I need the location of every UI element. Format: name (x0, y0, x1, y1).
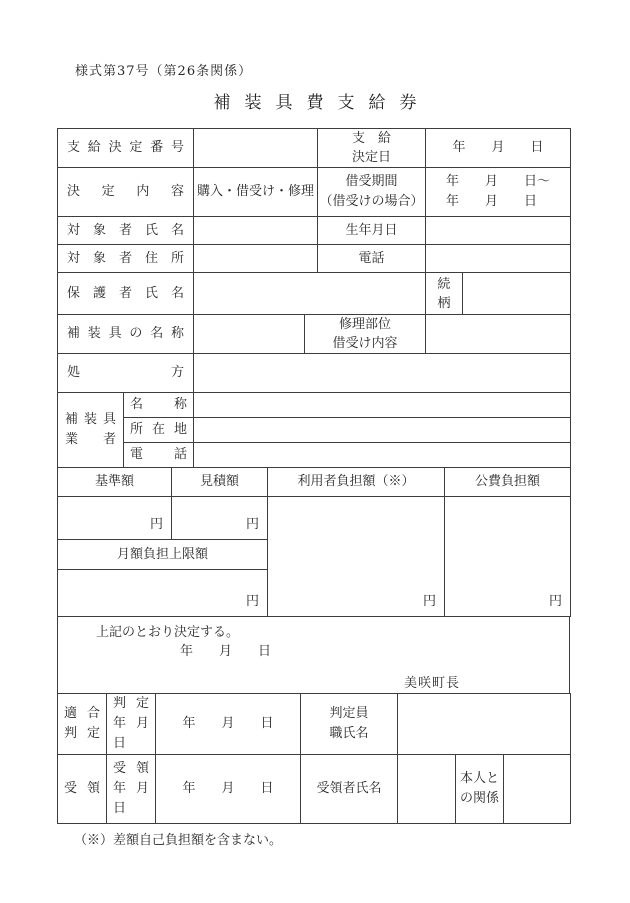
guardian-name-value-cell (194, 273, 426, 315)
vendor-label-line1: 補装具 (65, 412, 116, 427)
rental-period-value-line1: 年 月 日～ (446, 174, 551, 189)
public-burden-header: 公費負担額 (445, 468, 571, 497)
repair-part-label-line2: 借受け内容 (332, 336, 398, 351)
vendor-name-value-cell (194, 393, 571, 418)
decision-statement-box (57, 616, 570, 694)
receipt-date-value-cell: 年 月 日 (156, 755, 301, 824)
judge-name-value-cell (398, 694, 571, 755)
public-burden-value-cell: 円 (445, 497, 571, 617)
rental-period-value-lines (446, 172, 550, 212)
phone-label: 電話 (318, 245, 426, 273)
decision-date-label-line1: 支 給 (352, 131, 392, 146)
fit-judgement-label-line1: 適合 (64, 706, 100, 721)
rental-period-label-line2: （借受けの場合） (319, 194, 424, 209)
decision-signer: 美咲町長 (404, 676, 461, 691)
judge-name-label-line1: 判定員 (329, 706, 369, 721)
device-name-value-cell (194, 315, 305, 354)
vendor-address-value-cell (194, 418, 571, 443)
repair-part-label (305, 315, 426, 354)
prescription-value-cell (194, 354, 571, 393)
decision-content-value: 購入・借受け・修理 (194, 168, 318, 217)
receipt-label: 受領 (58, 755, 107, 824)
subject-name-label: 対象者氏名 (58, 217, 194, 245)
decision-statement-date: 年 月 日 (180, 644, 272, 659)
phone-value-cell (426, 245, 571, 273)
decision-number-label: 支給決定番号 (58, 129, 194, 168)
relationship-value-cell (463, 273, 571, 315)
rental-period-label (318, 168, 426, 217)
relationship-label-line2: 柄 (437, 295, 451, 311)
vendor-label (58, 393, 124, 468)
relationship-label-line1: 続 (437, 276, 451, 292)
estimate-value-cell: 円 (172, 497, 268, 540)
vendor-phone-label: 電話 (124, 443, 194, 468)
cost-table (57, 467, 571, 617)
judge-name-label (301, 694, 398, 755)
receiver-relation-label-line2: の関係 (459, 791, 499, 806)
decision-statement: 上記のとおり決定する。 (96, 625, 240, 640)
user-burden-value-cell: 円 (268, 497, 445, 617)
decision-date-label-line2: 決定日 (352, 150, 392, 165)
rental-period-value-cell (426, 168, 571, 217)
device-name-label: 補装具の名称 (58, 315, 194, 354)
subject-name-value-cell (194, 217, 318, 245)
receiver-relation-label-line1: 本人と (459, 771, 499, 786)
rental-period-value-line2: 年 月 日 (446, 194, 538, 209)
monthly-cap-value-cell: 円 (58, 570, 268, 617)
vendor-address-label: 所在地 (124, 418, 194, 443)
receiver-relation-value-cell (504, 755, 571, 824)
repair-part-label-line1: 修理部位 (339, 317, 392, 332)
monthly-cap-label: 月額負担上限額 (58, 540, 268, 570)
receiver-name-label: 受領者氏名 (301, 755, 398, 824)
fit-judgement-label (58, 694, 107, 755)
receiver-relation-label (456, 755, 504, 824)
vendor-name-label: 名称 (124, 393, 194, 418)
vendor-label-line2: 業者 (65, 432, 116, 447)
receipt-date-label-line1: 受領 (113, 761, 149, 776)
rental-period-label-line1: 借受期間 (345, 174, 398, 189)
decision-content-label: 決定内容 (58, 168, 194, 217)
form-body (57, 128, 570, 848)
relationship-label (426, 273, 463, 315)
user-burden-header: 利用者負担額（※） (268, 468, 445, 497)
base-amount-header: 基準額 (58, 468, 172, 497)
estimate-header: 見積額 (172, 468, 268, 497)
guardian-name-label: 保護者氏名 (58, 273, 194, 315)
decision-date-label (318, 129, 426, 168)
birth-date-label: 生年月日 (318, 217, 426, 245)
fit-date-label-line2: 年月日 (113, 716, 149, 751)
form-title: 補装具費支給券 (213, 93, 431, 113)
receipt-date-label-line2: 年月日 (113, 781, 149, 816)
judge-name-label-line2: 職氏名 (329, 726, 369, 741)
form-number: 様式第37号（第26条関係） (75, 64, 253, 79)
fit-date-label-line1: 判定 (113, 696, 149, 711)
judgement-table (57, 693, 571, 824)
fit-date-value-cell: 年 月 日 (156, 694, 301, 755)
fit-date-label (107, 694, 156, 755)
vendor-phone-value-cell (194, 443, 571, 468)
subject-address-label: 対象者住所 (58, 245, 194, 273)
info-table (57, 128, 571, 468)
prescription-label: 処方 (58, 354, 194, 393)
decision-number-value-cell (194, 129, 318, 168)
birth-date-value-cell (426, 217, 571, 245)
decision-date-value-cell: 年 月 日 (426, 129, 571, 168)
receipt-date-label (107, 755, 156, 824)
repair-part-value-cell (426, 315, 571, 354)
subject-address-value-cell (194, 245, 318, 273)
receiver-name-value-cell (398, 755, 456, 824)
footnote: （※）差額自己負担額を含まない。 (74, 833, 283, 848)
fit-judgement-label-line2: 判定 (64, 726, 100, 741)
base-amount-value-cell: 円 (58, 497, 172, 540)
